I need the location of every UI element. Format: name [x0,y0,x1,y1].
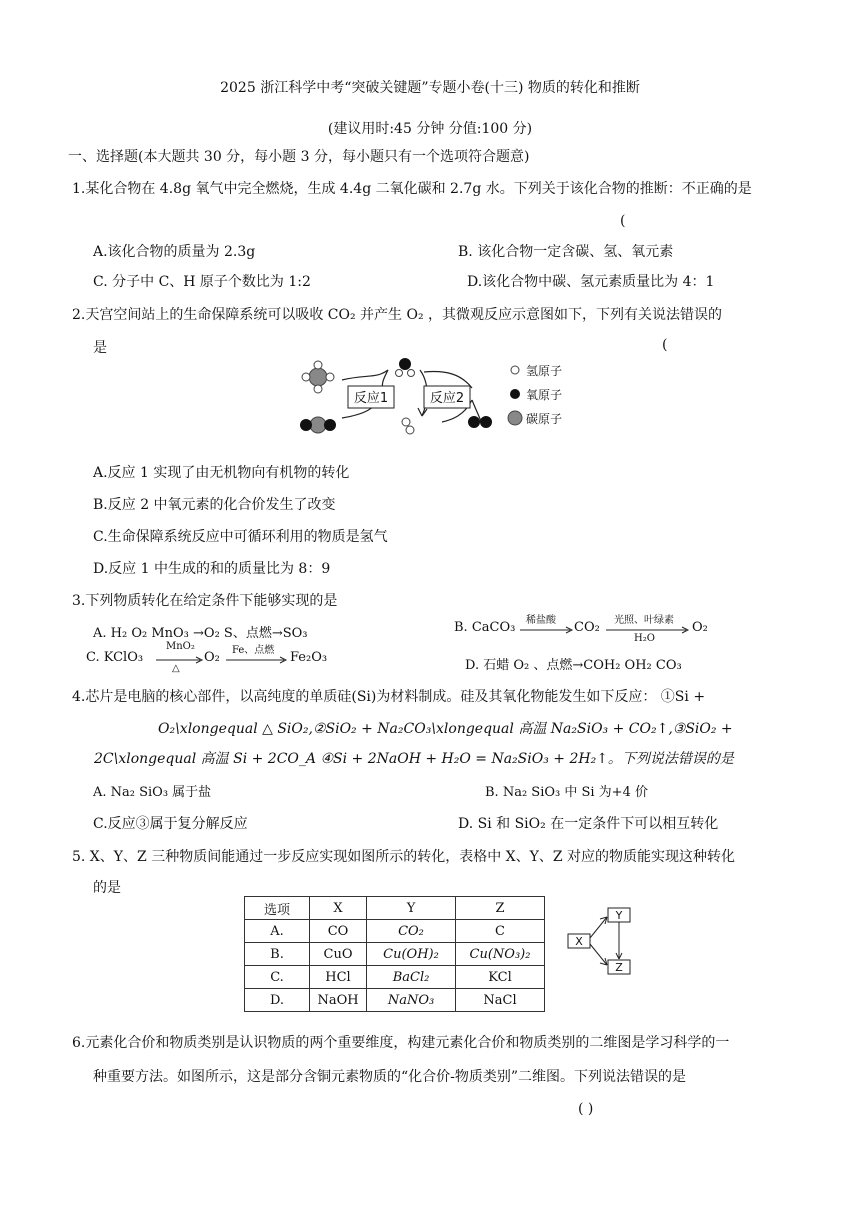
q3-option-b [454,612,724,642]
q3-option-c [86,642,346,672]
q2-stem: 2.天宫空间站上的生命保障系统可以吸收 CO₂ 并产生 O₂ ，其微观反应示意图如下，下列有关说法错误的 [72,307,723,323]
reaction-2-box: 反应2 [429,391,465,406]
q3-b-start: B. CaCO₃ [454,620,516,635]
q2-answer-paren: ( [662,337,668,353]
q3-option-a: A. H₂ O₂ MnO₃ →O₂ S、点燃→SO₃ [93,626,308,641]
q5-xyz-diagram [562,904,642,980]
q2-option-c: C.生命保障系统反应中可循环利用的物质是氢气 [93,529,388,545]
q2-option-a: A.反应 1 实现了由无机物向有机物的转化 [93,465,350,481]
node-y: Y [615,909,623,922]
q6-answer-paren: ( ) [578,1101,594,1117]
q3-c-cond2: △ [172,663,180,674]
table-header: Z [456,897,545,920]
table-cell: Cu(NO₃)₂ [456,943,545,966]
q1-option-a: A.该化合物的质量为 2.3g [93,244,256,260]
table-cell: Cu(OH)₂ [367,943,456,966]
page-title: 2025 浙江科学中考“突破关键题”专题小卷(十三) 物质的转化和推断 [220,80,640,96]
q4-option-b: B. Na₂ SiO₃ 中 Si 为+4 价 [485,785,648,800]
right-arrow-icon [520,626,574,634]
table-cell: B. [245,943,310,966]
table-row [245,966,545,989]
q4-option-a: A. Na₂ SiO₃ 属于盐 [93,785,212,800]
legend-oxygen: 氧原子 [526,388,563,402]
q6-line1: 6.元素化合价和物质类别是认识物质的两个重要维度，构建元素化合价和物质类别的二维图是学习科学的一 [72,1035,730,1051]
q3-stem: 3.下列物质转化在给定条件下能够实现的是 [72,593,338,609]
q1-option-d: D.该化合物中碳、氢元素质量比为 4：1 [467,274,715,290]
q3-c-cond1: MnO₂ [166,641,195,652]
q4-option-c: C.反应③属于复分解反应 [93,816,248,832]
q3-c-mid: O₂ [204,650,220,665]
node-x: X [575,935,583,948]
right-arrow-icon [156,656,204,664]
table-cell: NaCl [456,989,545,1012]
table-cell: C [456,920,545,943]
methane-molecule [302,361,334,393]
q5-options-table [244,896,545,1012]
q3-c-start: C. KClO₃ [86,650,144,665]
table-header: X [310,897,367,920]
q5-stem-cont: 的是 [93,880,121,896]
q4-line3: 2C\xlongequal 高温 Si + 2CO_A ④Si + 2NaOH + H₂O = Na₂SiO₃ + 2H₂↑。下列说法错误的是 [94,751,734,767]
q1-answer-paren: ( [620,213,626,229]
table-header-row [245,897,545,920]
q3-b-mid: CO₂ [574,620,600,635]
q3-b-cond3: H₂O [634,633,655,644]
table-header: Y [367,897,456,920]
q2-stem-cont: 是 [93,340,107,356]
q1-option-c: C. 分子中 C、H 原子个数比为 1:2 [93,274,311,290]
table-cell: D. [245,989,310,1012]
q2-option-d: D.反应 1 中生成的和的质量比为 8：9 [93,561,331,577]
q5-stem: 5. X、Y、Z 三种物质间能通过一步反应实现如图所示的转化，表格中 X、Y、Z 对应的物质能实现这种转化 [72,849,736,865]
table-cell: KCl [456,966,545,989]
page-subtitle: (建议用时:45 分钟 分值:100 分) [327,121,533,137]
legend-hydrogen: 氢原子 [526,364,563,378]
table-row [245,989,545,1012]
table-cell: HCl [310,966,367,989]
table-cell: CuO [310,943,367,966]
table-cell: BaCl₂ [367,966,456,989]
section-heading: 一、选择题(本大题共 30 分，每小题 3 分，每小题只有一个选项符合题意) [68,149,530,165]
table-header: 选项 [245,897,310,920]
right-arrow-icon [226,656,288,664]
q4-line1: 4.芯片是电脑的核心部件，以高纯度的单质硅(Si)为材料制成。硅及其氧化物能发生如下反应： ①Si + [72,689,706,705]
table-cell: CO [310,920,367,943]
q2-option-b: B.反应 2 中氧元素的化合价发生了改变 [93,497,336,513]
q3-b-end: O₂ [692,620,708,635]
q3-b-cond2: 光照、叶绿素 [614,615,674,626]
co2-molecule [300,417,336,433]
table-row [245,943,545,966]
q6-line2: 种重要方法。如图所示，这是部分含铜元素物质的“化合价-物质类别”二维图。下列说法错误的是 [93,1069,687,1085]
q4-line2: O₂\xlongequal △ SiO₂,②SiO₂ + Na₂CO₃\xlongequal 高温 Na₂SiO₃ + CO₂↑,③SiO₂ + [158,721,733,737]
table-cell: NaOH [310,989,367,1012]
node-z: Z [615,961,623,974]
water-molecule [396,358,415,377]
table-cell: A. [245,920,310,943]
q3-c-end: Fe₂O₃ [290,650,328,665]
q2-reaction-diagram [296,354,586,440]
hydrogen-molecule [402,418,414,434]
table-cell: CO₂ [367,920,456,943]
q4-option-d: D. Si 和 SiO₂ 在一定条件下可以相互转化 [458,816,719,832]
legend-carbon: 碳原子 [526,412,563,426]
q3-option-d: D. 石蜡 O₂ 、点燃→COH₂ OH₂ CO₃ [465,658,682,673]
table-cell: C. [245,966,310,989]
table-row [245,920,545,943]
q3-b-cond1: 稀盐酸 [526,615,556,626]
table-cell: NaNO₃ [367,989,456,1012]
reaction-1-box: 反应1 [353,391,389,406]
q1-stem: 1.某化合物在 4.8g 氧气中完全燃烧，生成 4.4g 二氧化碳和 2.7g 水。下列关于该化合物的推断：不正确的是 [72,181,752,197]
q3-c-cond3: Fe、点燃 [232,645,275,656]
q1-option-b: B. 该化合物一定含碳、氢、氧元素 [458,244,674,260]
